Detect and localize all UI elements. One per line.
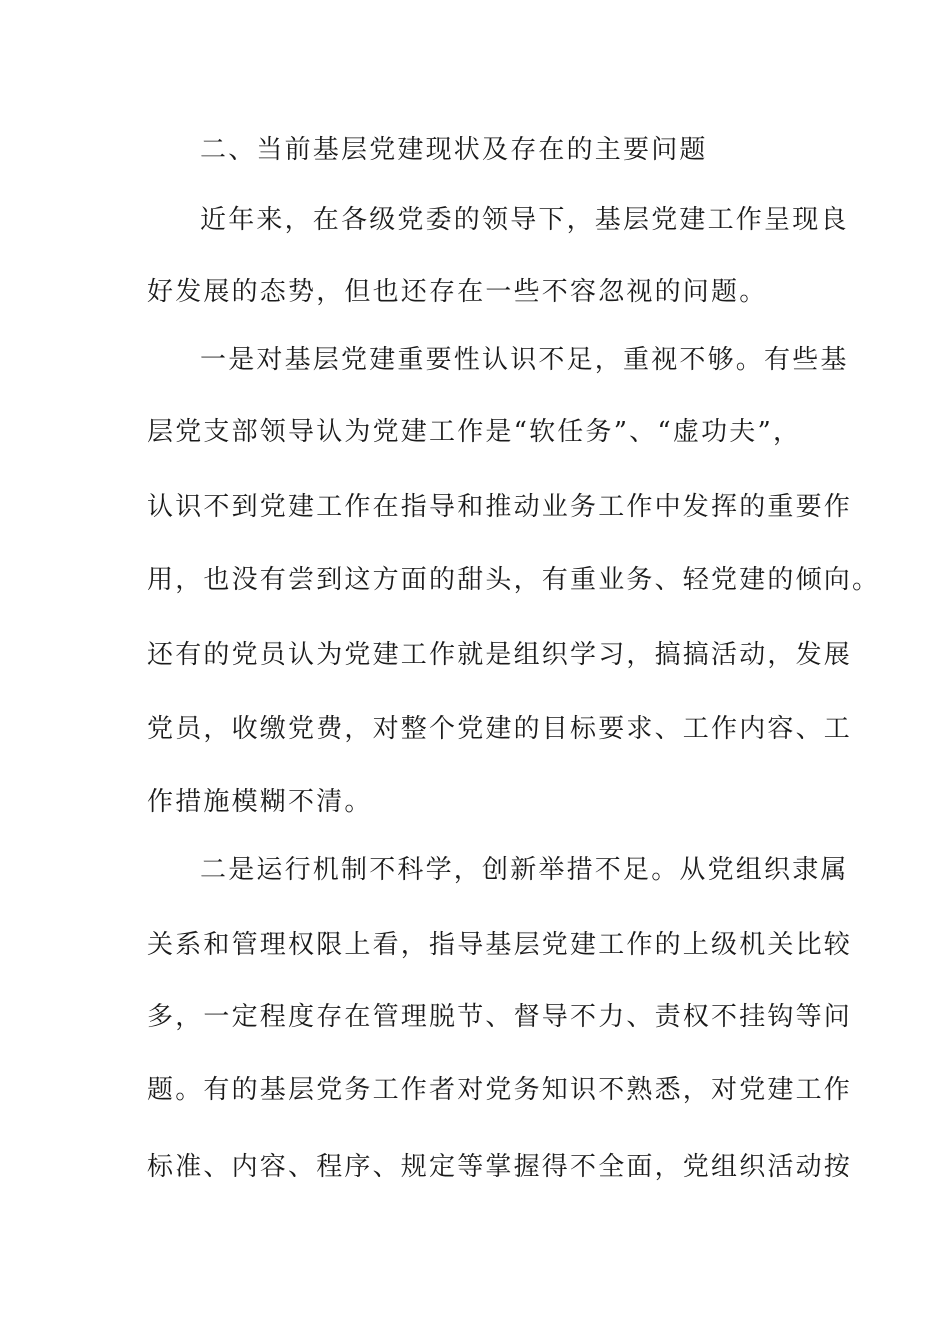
paragraph-line: 好发展的态势，但也还存在一些不容忽视的问题。 [147, 277, 768, 307]
paragraph-line: 党员，收缴党费，对整个党建的目标要求、工作内容、工 [147, 714, 853, 744]
paragraph-line: 二是运行机制不科学，创新举措不足。从党组织隶属 [200, 855, 849, 885]
paragraph-line: 还有的党员认为党建工作就是组织学习，搞搞活动，发展 [147, 640, 853, 670]
paragraph-line: 认识不到党建工作在指导和推动业务工作中发挥的重要作 [147, 492, 853, 522]
paragraph-line: 作措施模糊不清。 [147, 787, 373, 817]
paragraph-line: 标准、内容、程序、规定等掌握得不全面，党组织活动按 [147, 1152, 853, 1182]
paragraph-line: 一是对基层党建重要性认识不足，重视不够。有些基 [200, 345, 849, 375]
paragraph-line: 多，一定程度存在管理脱节、督导不力、责权不挂钩等问 [147, 1002, 853, 1032]
paragraph-line: 近年来，在各级党委的领导下，基层党建工作呈现良 [200, 205, 849, 235]
paragraph-line: 层党支部领导认为党建工作是“软任务”、“虚功夫”， [147, 417, 802, 447]
paragraph-line: 题。有的基层党务工作者对党务知识不熟悉，对党建工作 [147, 1075, 853, 1105]
paragraph-line: 关系和管理权限上看，指导基层党建工作的上级机关比较 [147, 930, 853, 960]
section-heading: 二、当前基层党建现状及存在的主要问题 [200, 135, 708, 165]
paragraph-line: 用，也没有尝到这方面的甜头，有重业务、轻党建的倾向。 [147, 565, 881, 595]
